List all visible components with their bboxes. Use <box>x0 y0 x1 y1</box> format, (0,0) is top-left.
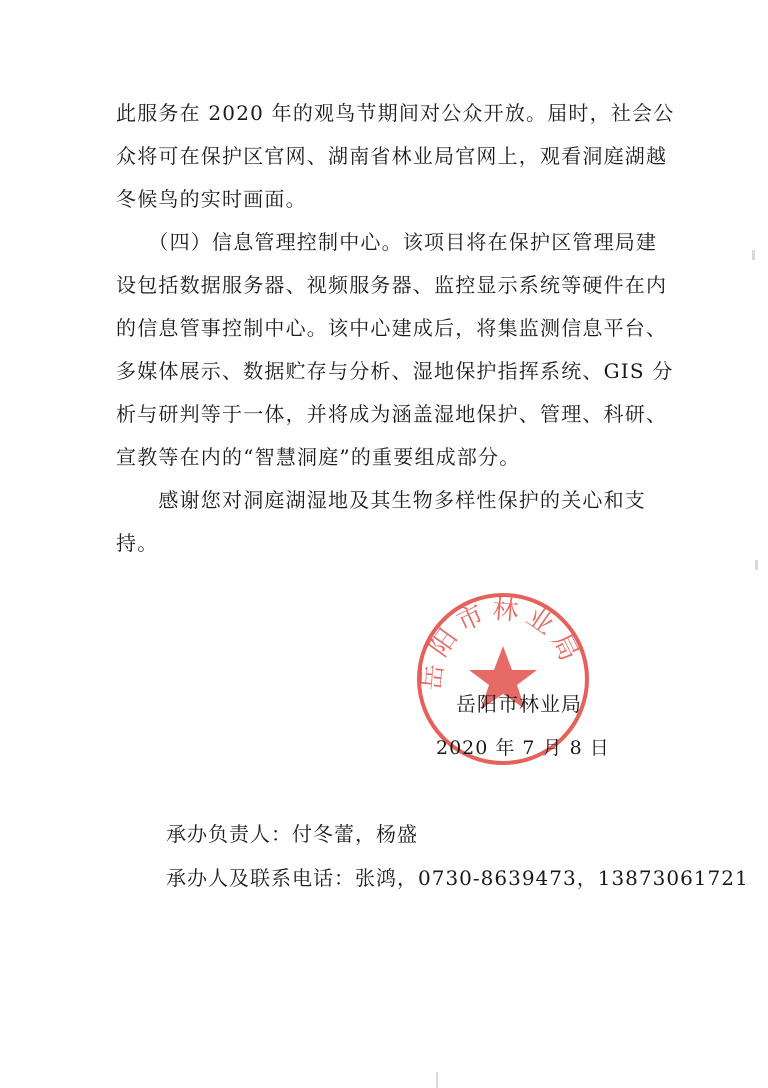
svg-text:岳阳市林业局: 岳阳市林业局 <box>416 594 587 692</box>
text-line: 析与研判等于一体，并将成为涵盖湿地保护、管理、科研、 <box>116 402 668 426</box>
signing-organization: 岳阳市林业局 <box>456 692 582 716</box>
text-line: （四）信息管理控制中心。该项目将在保护区管理局建 <box>116 230 658 254</box>
scan-artifact <box>436 1072 438 1088</box>
text-line: 持。 <box>116 531 159 555</box>
paragraph-2 <box>116 221 684 479</box>
text-line: 多媒体展示、数据贮存与分析、湿地保护指挥系统、GIS 分 <box>116 359 674 383</box>
text-line: 设包括数据服务器、视频服务器、监控显示系统等硬件在内 <box>116 273 668 297</box>
paragraph-3 <box>116 479 684 565</box>
contact-phone: 承办人及联系电话：张鸿，0730-8639473，13873061721 <box>166 866 749 890</box>
text-line: 的信息管事控制中心。该中心建成后，将集监测信息平台、 <box>116 316 668 340</box>
document-body <box>116 92 684 565</box>
paragraph-1 <box>116 92 684 221</box>
text-line: 宣教等在内的“智慧洞庭”的重要组成部分。 <box>116 445 521 469</box>
scan-artifact <box>755 560 758 570</box>
signing-date: 2020 年 7 月 8 日 <box>436 737 610 759</box>
text-line: 众将可在保护区官网、湖南省林业局官网上，观看洞庭湖越 <box>116 144 668 168</box>
text-line: 冬候鸟的实时画面。 <box>116 187 307 211</box>
responsible-person: 承办负责人：付冬蕾，杨盛 <box>166 822 418 846</box>
scan-artifact <box>752 250 755 260</box>
text-line: 感谢您对洞庭湖湿地及其生物多样性保护的关心和支 <box>116 488 646 512</box>
text-line: 此服务在 2020 年的观鸟节期间对公众开放。届时，社会公 <box>116 101 675 125</box>
